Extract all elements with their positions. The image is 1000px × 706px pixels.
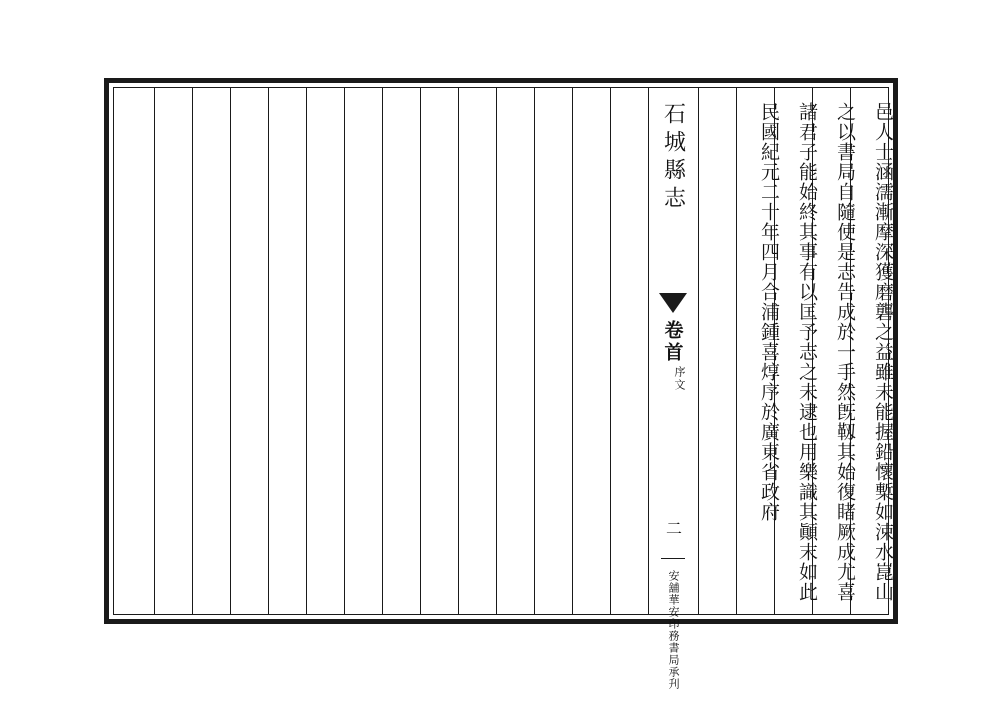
volume-label: 卷首: [661, 320, 684, 364]
column-rule: [610, 88, 611, 614]
column-rule: [154, 88, 155, 614]
column-rule: [458, 88, 459, 614]
text-column-10: [460, 88, 498, 102]
text-column-6: [612, 88, 650, 102]
column-rule: [572, 88, 573, 614]
text-column-2: 之以書局自隨使是志告成於一手然旣靱其始復睹厥成尤喜: [834, 102, 856, 602]
book-title: 石城縣志: [660, 102, 686, 214]
page-border-outer: [104, 78, 898, 690]
column-rule: [382, 88, 383, 614]
text-column-7: [574, 88, 612, 102]
column-rule: [420, 88, 421, 614]
column-rule: [192, 88, 193, 614]
column-rule: [268, 88, 269, 614]
text-column-3: 諸君子能始終其事有以匡予志之未逮也用樂識其顚末如此: [796, 102, 818, 602]
text-column-12: [384, 88, 422, 102]
text-column-13: [346, 88, 384, 102]
fishtail-icon: [659, 293, 687, 313]
page-number: 二: [663, 520, 683, 536]
section-label: 序文: [673, 366, 686, 392]
text-column-17: [194, 88, 232, 102]
column-rule: [736, 88, 737, 614]
column-rule: [534, 88, 535, 614]
text-column-11: [422, 88, 460, 102]
text-column-18: [156, 88, 194, 102]
text-column-9: [498, 88, 536, 102]
column-rule: [230, 88, 231, 614]
page-border-inner: [113, 87, 894, 690]
text-column-15: [270, 88, 308, 102]
printer-imprint: 安舖華安印務書局承刋: [667, 570, 680, 690]
text-column-8: [536, 88, 574, 102]
text-column-5: [702, 88, 740, 102]
text-column-1: 邑人士涵濡漸摩深獲磨礱之益雖未能握鉛懷槧如涑水崑山: [872, 102, 894, 602]
column-rule: [496, 88, 497, 614]
banxin-rule-right: [698, 88, 699, 614]
text-column-4: 民國紀元二十年四月合浦鍾喜焞序於廣東省政府: [758, 102, 780, 522]
column-rule: [344, 88, 345, 614]
divider: [661, 558, 685, 559]
column-rule: [306, 88, 307, 614]
banxin-center-strip: [648, 88, 698, 690]
text-column-16: [232, 88, 270, 102]
text-column-14: [308, 88, 346, 102]
